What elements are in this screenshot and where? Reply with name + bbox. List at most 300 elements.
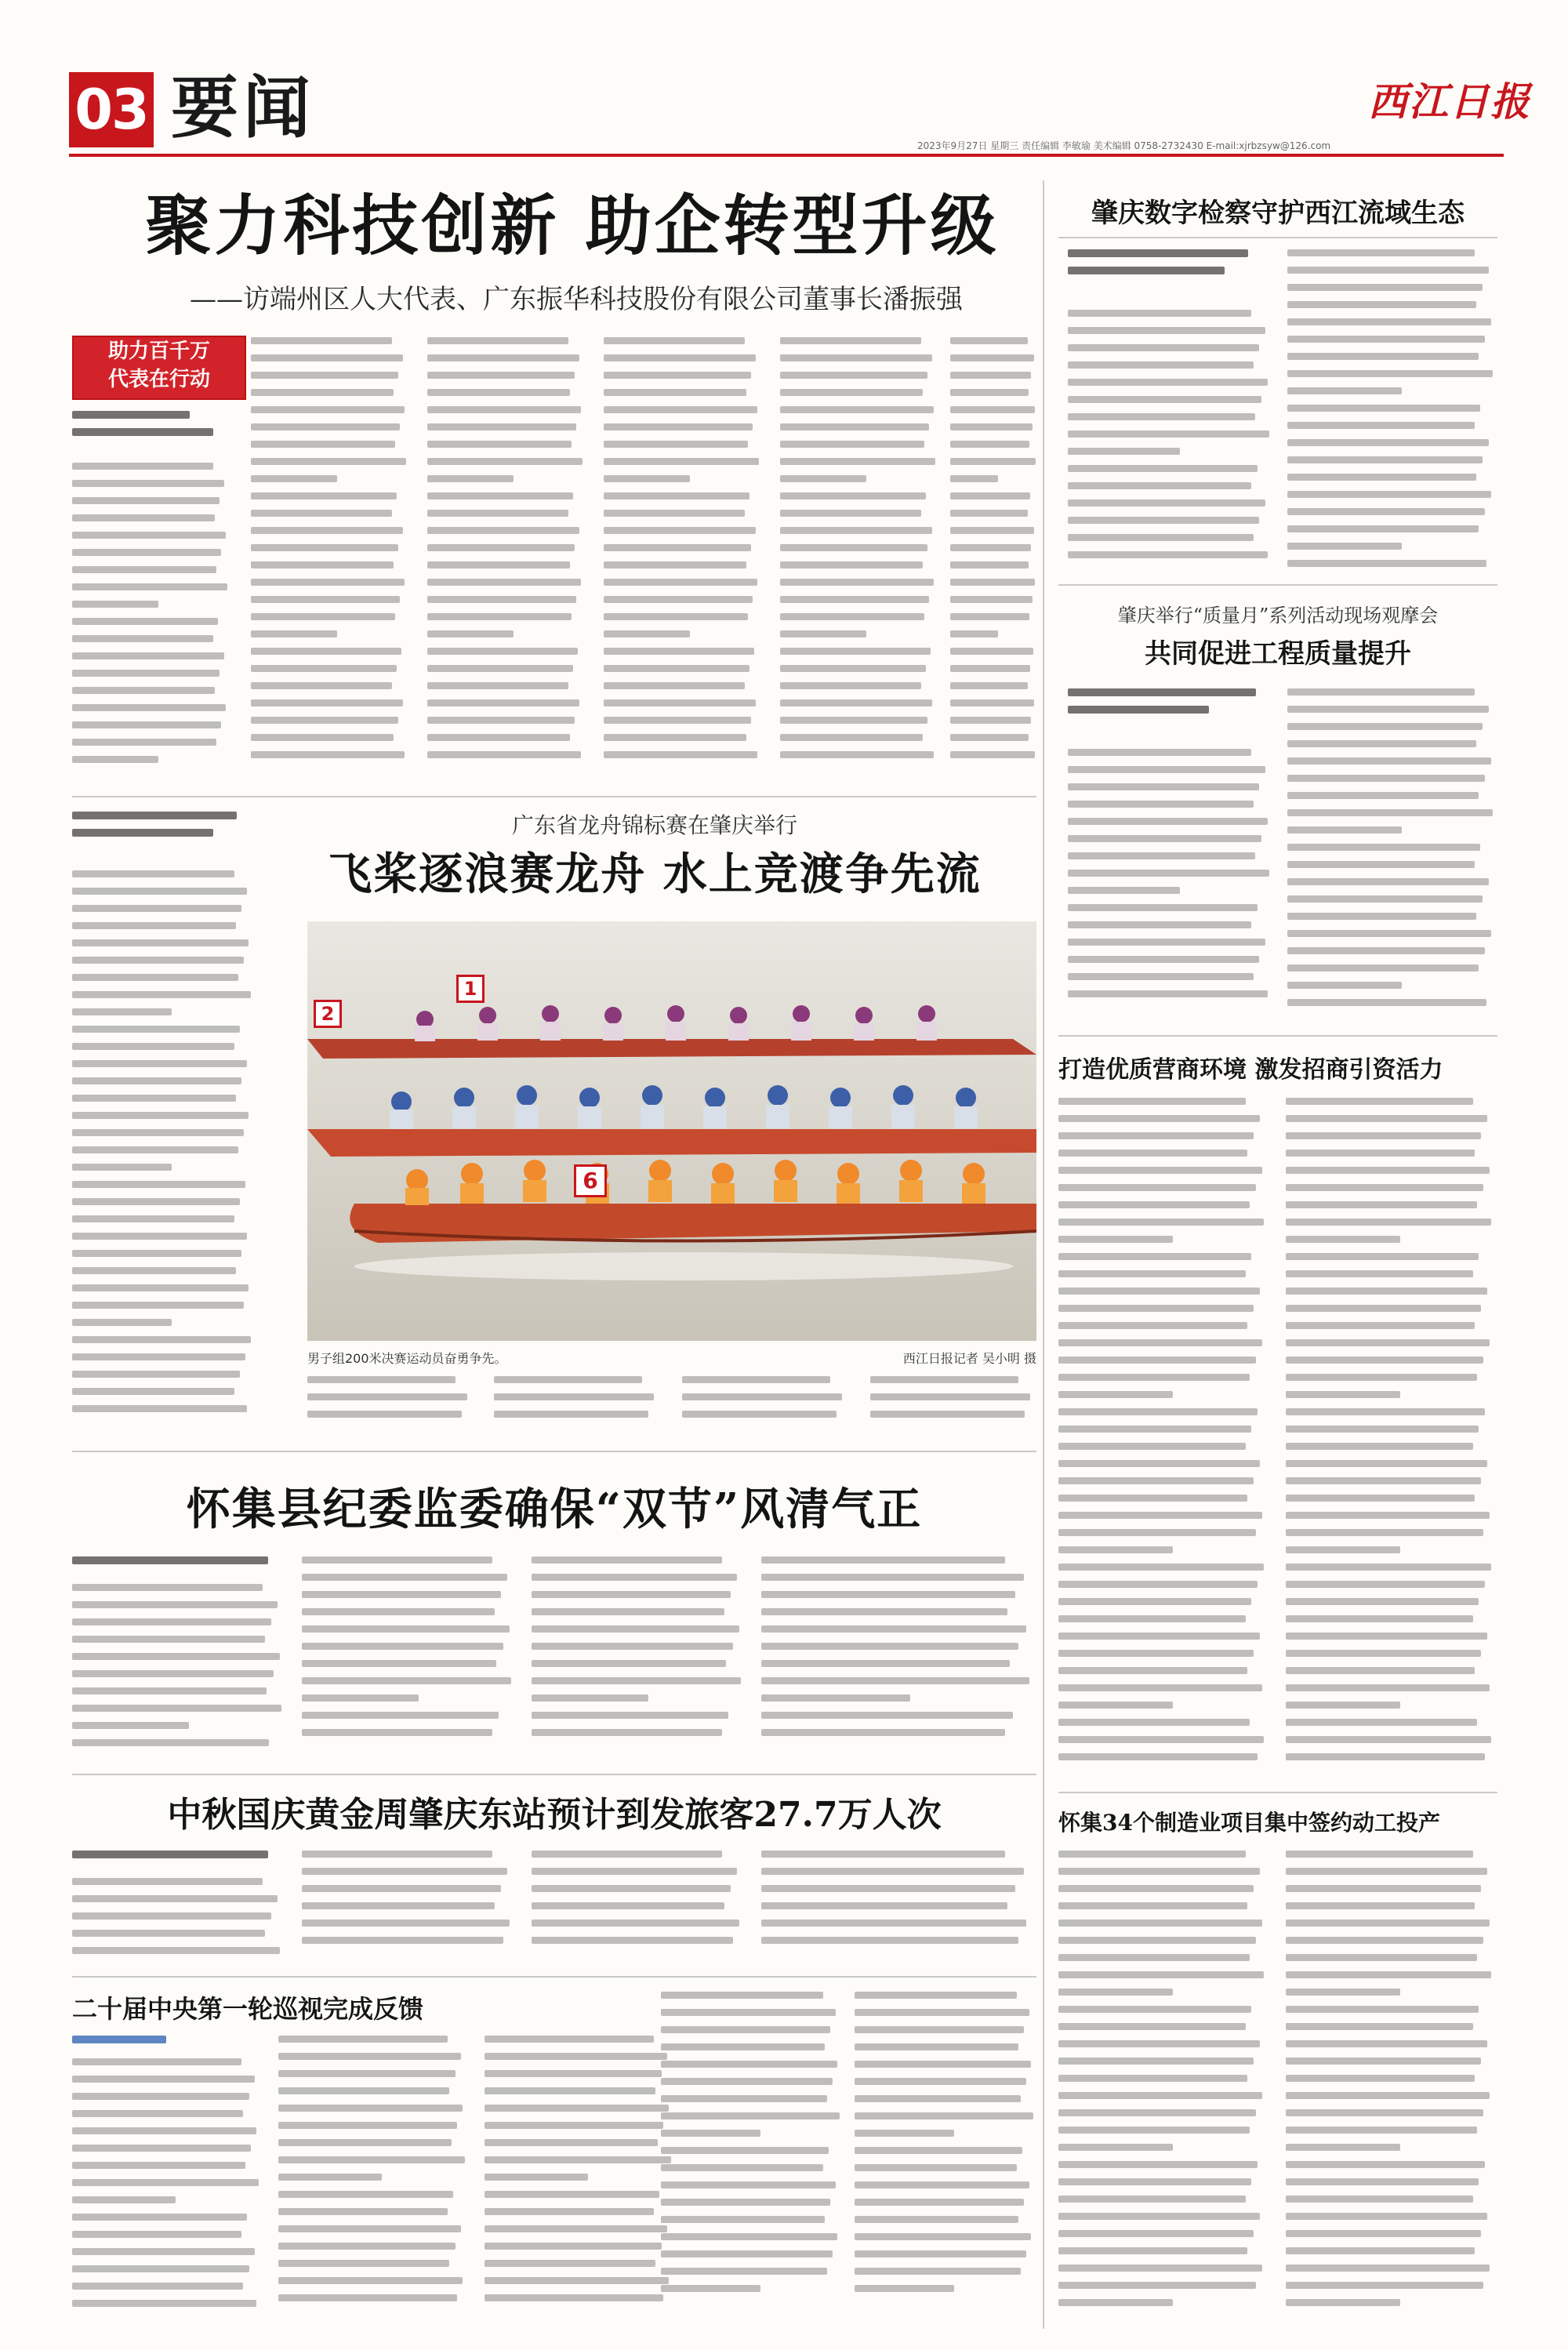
text-line [780,734,923,741]
text-line [1286,2092,1490,2099]
text-line [855,2181,1029,2188]
text-line [427,475,514,482]
text-line [1286,1719,1477,1726]
text-line [72,1077,241,1084]
text-line [1068,939,1265,946]
text-line [950,561,1029,568]
text-line [604,389,746,396]
text-line [72,939,249,946]
text-line [1058,1443,1246,1450]
text-line [251,492,397,499]
text-line [427,648,578,655]
text-line [661,1992,823,1999]
text-line [72,635,213,642]
text-line [427,354,579,361]
text-line [485,2260,655,2267]
text-line [604,665,750,672]
text-line [1287,267,1489,274]
text-line [1286,1581,1485,1588]
lead-headline: 聚力科技创新 助企转型升级 [145,187,1000,264]
discipline-headline: 怀集县纪委监委确保“双节”风清气正 [186,1484,923,1535]
text-line [278,2260,449,2267]
text-line [604,579,757,586]
inspection-byline [72,2036,229,2054]
text-line [855,2061,1031,2068]
text-line [780,682,921,689]
text-line [604,372,751,379]
text-line [661,2009,836,2016]
text-line [72,549,221,556]
text-line [1058,1098,1246,1105]
text-line [950,475,998,482]
text-line [427,596,576,603]
text-line [855,1992,1017,1999]
text-line [1287,508,1485,515]
text-line [532,1591,731,1598]
text-line [604,717,751,724]
text-line [1286,1529,1483,1536]
text-line [1286,1753,1485,1760]
dragon-photo [307,921,1036,1341]
text-line [485,2139,658,2146]
text-line [1068,379,1268,386]
text-line [950,527,1034,534]
text-line [302,1712,499,1719]
text-line [1286,1150,1475,1157]
masthead [0,0,1568,161]
text-line [1287,474,1476,481]
text-line [532,1660,726,1667]
text-line [1286,1322,1475,1329]
text-line [1286,2006,1479,2013]
text-line [494,1376,642,1383]
text-line [1068,499,1265,507]
text-line [1058,1937,1256,1944]
text-line [278,2122,457,2129]
text-line [1287,284,1483,291]
text-line [251,372,398,379]
text-line [251,475,337,482]
text-line [780,717,927,724]
text-line [1068,551,1268,558]
text-line [604,492,750,499]
text-line [604,648,754,655]
text-line [604,682,745,689]
dragon-headline: 飞桨逐浪赛龙舟 水上竞渡争先流 [328,848,982,900]
text-line [1058,1477,1254,1484]
text-line [1058,1305,1254,1312]
text-line [855,2216,1018,2223]
text-line [72,1878,263,1885]
text-line [1058,1684,1262,1691]
manufacturing-col-1 [1058,1851,1266,2321]
text-line [72,1930,265,1937]
text-line [72,2110,243,2117]
text-line [761,1885,1015,1892]
text-line [1287,405,1480,412]
text-line [72,870,234,877]
text-line [72,1388,234,1395]
text-line [870,1411,1025,1418]
text-line [1068,801,1254,808]
text-line [72,1601,278,1608]
text-line [1286,1512,1490,1519]
text-line [950,630,998,637]
masthead-rule [69,154,1504,157]
text-line [251,630,337,637]
text-line [604,751,757,758]
text-line [1068,396,1261,403]
text-line [1287,491,1491,498]
text-line [1286,1598,1479,1605]
text-line [1068,482,1251,489]
text-line [1286,1546,1400,1553]
text-line [427,751,581,758]
text-line [1286,1902,1475,1909]
text-line [661,2233,837,2240]
lead-body-col-1 [72,463,229,776]
text-line [661,2250,833,2257]
text-line [780,406,934,413]
text-line [1058,1408,1258,1415]
text-line [1058,2058,1254,2065]
text-line [72,721,221,728]
text-line [72,991,251,998]
text-line [485,2105,669,2112]
text-line [1058,1885,1254,1892]
text-line [1068,344,1259,351]
text-line [604,406,757,413]
text-line [278,2139,452,2146]
sidebar-mid-kicker: 肇庆举行“质量月”系列活动现场观摩会 [1117,605,1439,627]
text-line [251,613,395,620]
text-line [1058,1633,1260,1640]
sidebar-mid-col-1 [1068,749,1272,1015]
text-line [950,406,1035,413]
text-line [302,1556,492,1564]
text-line [1286,1184,1483,1191]
text-line [1058,1322,1247,1329]
text-line [427,337,568,344]
text-line [1058,1954,1250,1961]
text-line [302,1608,495,1615]
text-line [72,1233,247,1240]
text-line [72,922,236,929]
text-line [1068,465,1258,472]
text-line [661,2112,840,2119]
text-line [72,1336,251,1343]
text-line [1286,1954,1477,1961]
text-line [1068,835,1261,842]
sidebar-mid-headline: 共同促进工程质量提升 [1145,638,1411,670]
text-line [1286,2109,1483,2116]
text-line [485,2053,667,2060]
text-line [780,665,926,672]
text-line [950,734,1029,741]
text-line [1068,990,1268,997]
discipline-bottom-rule [72,1774,1036,1775]
text-line [485,2294,663,2301]
text-line [761,1729,1005,1736]
railway-byline [72,1851,284,1869]
text-line [780,596,929,603]
text-line [72,2231,241,2238]
text-line [278,2243,456,2250]
text-line [1058,2161,1258,2168]
text-line [761,1712,1013,1719]
text-line [870,1376,1018,1383]
text-line [1286,1201,1477,1208]
text-line [1286,1564,1491,1571]
text-line [278,2105,463,2112]
text-line [1058,1270,1246,1277]
text-line [1287,740,1476,747]
discipline-byline [72,1556,284,1575]
text-line [1058,1989,1173,1996]
dragon-bottom-rule [72,1451,1036,1452]
text-line [307,1393,467,1400]
dragon-body-left [72,870,252,1439]
text-line [604,561,746,568]
text-line [278,2156,465,2163]
inspection-headline: 二十届中央第一轮巡视完成反馈 [72,1994,424,2024]
railway-headline: 中秋国庆黄金周肇庆东站预计到发旅客27.7万人次 [167,1795,942,1835]
text-line [251,441,395,448]
text-line [1068,413,1255,420]
text-line [72,652,224,659]
text-line [1058,2282,1256,2289]
inspection-col-5 [855,1992,1035,2318]
text-line [950,648,1033,655]
text-line [72,2162,245,2169]
text-line [72,2300,256,2307]
text-line [855,2078,1026,2085]
text-line [661,2181,836,2188]
text-line [532,1868,737,1875]
text-line [1286,1633,1487,1640]
text-line [72,1043,234,1050]
text-line [604,544,751,551]
text-line [1058,1581,1258,1588]
text-line [1068,956,1259,963]
text-line [950,596,1033,603]
text-line [1286,1477,1481,1484]
text-line [1286,1374,1477,1381]
railway-col-3 [532,1851,743,1964]
text-line [1068,852,1255,859]
text-line [1287,560,1486,567]
text-line [1058,2092,1262,2099]
text-line [1287,318,1491,325]
text-line [278,2036,448,2043]
text-line [1287,543,1402,550]
text-line [1068,973,1254,980]
text-line [72,957,244,964]
text-line [682,1411,837,1418]
discipline-col-3 [532,1556,743,1756]
railway-col-4 [761,1851,1032,1964]
text-line [855,2285,954,2292]
text-line [302,1902,495,1909]
text-line [855,2130,954,2137]
text-line [1058,2265,1262,2272]
text-line [1286,2075,1475,2082]
text-line [950,441,1029,448]
text-line [1058,1920,1262,1927]
text-line [532,1920,739,1927]
text-line [1286,1615,1473,1622]
text-line [278,2087,449,2094]
text-line [761,1591,1015,1598]
text-line [950,510,1028,517]
text-line [72,618,218,625]
text-line [1286,1736,1491,1743]
dragon-photo-caption: 男子组200米决赛运动员奋勇争先。 [307,1351,507,1366]
text-line [1058,1201,1250,1208]
lead-body-col-5 [780,337,937,776]
text-line [427,406,581,413]
text-line [1058,1132,1254,1139]
text-line [72,905,241,912]
text-line [1286,2265,1490,2272]
text-line [1058,1184,1256,1191]
lead-body-col-6 [950,337,1036,776]
text-line [1286,1684,1490,1691]
railway-col-1 [72,1878,284,1964]
text-line [1058,1719,1250,1726]
lead-body-col-3 [427,337,584,776]
text-line [761,1643,1018,1650]
text-line [532,1677,741,1684]
text-line [855,2009,1029,2016]
text-line [485,2191,659,2198]
text-line [761,1574,1024,1581]
text-line [485,2208,654,2215]
text-line [72,601,158,608]
text-line [761,1851,1005,1858]
text-line [1068,818,1268,825]
text-line [1287,249,1475,256]
text-line [1286,2127,1477,2134]
lead-bottom-rule [72,796,1036,797]
text-line [761,1937,1018,1944]
text-line [855,2043,1018,2050]
text-line [427,630,514,637]
text-line [761,1660,1010,1667]
text-line [72,1129,244,1136]
text-line [251,717,398,724]
text-line [251,751,405,758]
text-line [302,1574,507,1581]
text-line [302,1885,501,1892]
text-line [682,1376,830,1383]
text-line [950,337,1028,344]
text-line [427,561,570,568]
text-line [72,1302,244,1309]
text-line [1286,2178,1479,2185]
text-line [532,1712,728,1719]
text-line [1058,1512,1262,1519]
text-line [251,337,392,344]
dragon-body-bottom-2 [494,1376,659,1439]
text-line [1286,1650,1481,1657]
text-line [1287,370,1493,377]
boat-number-1: 1 [456,975,485,1003]
text-line [278,2174,382,2181]
text-line [1286,1305,1481,1312]
text-line [251,596,400,603]
text-line [780,458,935,465]
text-line [1287,895,1483,903]
sidebar-top-byline [1068,249,1272,296]
text-line [950,682,1028,689]
text-line [427,734,570,741]
text-line [682,1393,842,1400]
text-line [1286,2299,1400,2306]
sidebar-top-col-2 [1287,249,1495,579]
text-line [1286,1339,1490,1346]
text-line [72,1164,172,1171]
text-line [1286,1702,1400,1709]
text-line [855,2026,1024,2033]
text-line [1286,1115,1487,1122]
text-line [1287,688,1475,696]
text-line [532,1608,724,1615]
text-line [251,544,398,551]
text-line [1058,2213,1260,2220]
text-line [72,1284,249,1291]
text-line [950,665,1030,672]
text-line [251,527,403,534]
text-line [72,532,226,539]
text-line [427,389,570,396]
text-line [72,704,226,711]
text-line [251,561,394,568]
text-line [1068,310,1251,317]
lead-byline [72,411,229,446]
text-line [661,2285,760,2292]
text-line [1058,2127,1250,2134]
text-line [1286,2161,1485,2168]
text-line [1058,2230,1254,2237]
text-line [780,751,934,758]
text-line [1287,456,1483,463]
text-line [1286,2058,1481,2065]
text-line [72,480,224,487]
text-line [1068,783,1259,790]
text-line [1286,1460,1487,1467]
text-line [278,2208,448,2215]
text-line [251,699,403,706]
dragon-byline [72,812,252,859]
text-line [427,613,572,620]
text-line [278,2070,456,2077]
text-line [1287,723,1483,730]
text-line [1058,2023,1246,2030]
text-line [1286,1667,1475,1674]
text-line [1058,1667,1247,1674]
text-line [604,613,748,620]
text-line [72,1912,271,1920]
text-line [72,1895,278,1902]
text-line [1058,1902,1247,1909]
text-line [1286,2230,1481,2237]
text-line [661,2061,837,2068]
text-line [427,441,572,448]
dragon-body-bottom-4 [870,1376,1035,1439]
lead-tag [72,336,246,400]
text-line [780,699,932,706]
